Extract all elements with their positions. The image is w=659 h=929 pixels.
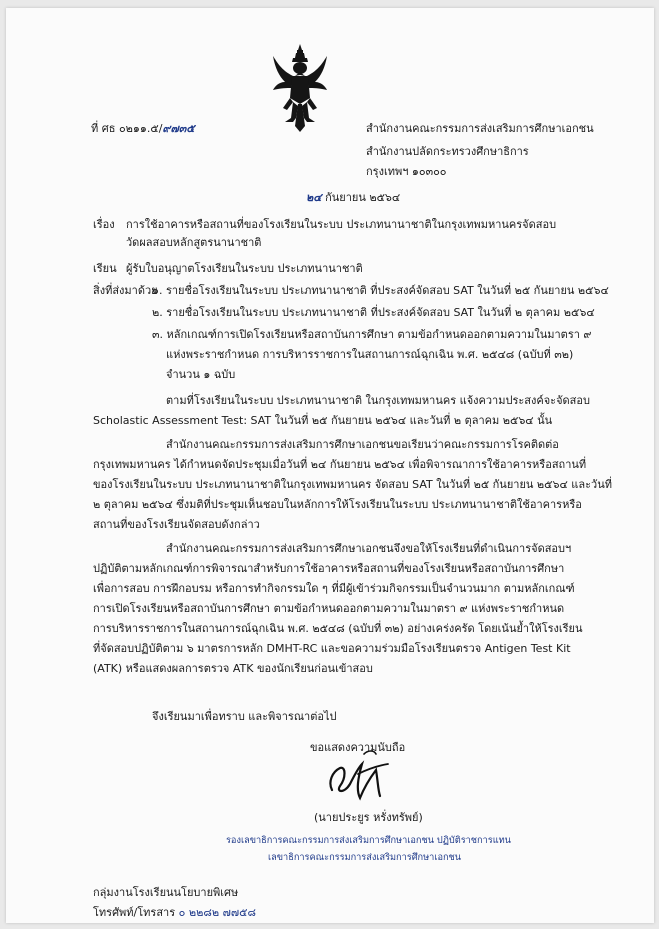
paragraph-3-line-7: (ATK) หรือแสดงผลการตรวจ ATK ของนักเรียนก่อนเข้าสอบ xyxy=(93,662,373,675)
enclosure-item-2: ๒. รายชื่อโรงเรียนในระบบ ประเภทนานาชาติ ที่ประสงค์จัดสอบ SAT ในวันที่ ๒ ตุลาคม ๒๕๖๔ xyxy=(152,306,595,319)
subject-label: เรื่อง xyxy=(93,218,115,231)
paragraph-3-line-5: การบริหารราชการในสถานการณ์ฉุกเฉิน พ.ศ. ๒๕๔๘ (ฉบับที่ ๓๒) อย่างเคร่งครัด โดยเน้นย้ำให้โรงเรียน xyxy=(93,622,583,635)
paragraph-2-line-4: ๒ ตุลาคม ๒๕๖๔ ซึ่งมติที่ประชุมเห็นชอบในหลักการให้โรงเรียนในระบบ ประเภทนานาชาติใช้อาคารหรือ xyxy=(93,498,582,511)
issuing-office-line-3: กรุงเทพฯ ๑๐๓๐๐ xyxy=(366,165,447,178)
subject-line-2: วัดผลสอบหลักสูตรนานาชาติ xyxy=(126,236,262,249)
issuing-office-line-1: สำนักงานคณะกรรมการส่งเสริมการศึกษาเอกชน xyxy=(366,122,594,135)
enclosure-item-3-cont-1: แห่งพระราชกำหนด การบริหารราชการในสถานการณ์ฉุกเฉิน พ.ศ. ๒๕๔๘ (ฉบับที่ ๓๒) xyxy=(166,348,574,361)
recipient-value: ผู้รับใบอนุญาตโรงเรียนในระบบ ประเภทนานาชาติ xyxy=(126,262,363,275)
signer-position-line-1: รองเลขาธิการคณะกรรมการส่งเสริมการศึกษาเอกชน ปฏิบัติราชการแทน xyxy=(226,835,511,846)
paragraph-3-line-6: ที่จัดสอบปฏิบัติตาม ๖ มาตรการหลัก DMHT-RC และขอความร่วมมือโรงเรียนตรวจ Antigen Test Kit xyxy=(93,642,571,655)
letter-date xyxy=(306,191,400,205)
issuing-office-line-2: สำนักงานปลัดกระทรวงศึกษาธิการ xyxy=(366,145,529,158)
date-day: ๒๔ xyxy=(306,191,322,204)
regards-text: ขอแสดงความนับถือ xyxy=(310,741,406,754)
phone-label: โทรศัพท์/โทรสาร xyxy=(93,906,179,919)
department-name: กลุ่มงานโรงเรียนนโยบายพิเศษ xyxy=(93,886,239,899)
signer-name: (นายประยูร หรั่งทรัพย์) xyxy=(314,811,423,824)
reference-handwritten-number: ๙๗๓๕ xyxy=(162,122,195,135)
signer-position-line-2: เลขาธิการคณะกรรมการส่งเสริมการศึกษาเอกชน xyxy=(268,852,462,863)
subject-line-1: การใช้อาคารหรือสถานที่ของโรงเรียนในระบบ ประเภทนานาชาติในกรุงเทพมหานครจัดสอบ xyxy=(126,218,557,231)
paragraph-3-line-2: ปฏิบัติตามหลักเกณฑ์การพิจารณาสำหรับการใช้อาคารหรือสถานที่ของโรงเรียนหรือสถาบันการศึกษา xyxy=(93,562,565,575)
reference-number xyxy=(91,122,195,136)
paragraph-3-line-4: การเปิดโรงเรียนหรือสถาบันการศึกษา ตามข้อกำหนดออกตามความในมาตรา ๙ แห่งพระราชกำหนด xyxy=(93,602,565,615)
enclosure-item-3: ๓. หลักเกณฑ์การเปิดโรงเรียนหรือสถาบันการศึกษา ตามข้อกำหนดออกตามความในมาตรา ๙ xyxy=(152,328,592,341)
date-month-year: กันยายน ๒๕๖๔ xyxy=(321,191,401,204)
garuda-emblem-icon xyxy=(271,42,329,134)
phone-number: ๐ ๒๒๘๒ ๗๗๕๘ xyxy=(178,906,256,919)
phone-fax xyxy=(93,906,256,920)
letter-page xyxy=(6,8,654,923)
paragraph-1-line-1: ตามที่โรงเรียนในระบบ ประเภทนานาชาติ ในกรุงเทพมหานคร แจ้งความประสงค์จะจัดสอบ xyxy=(166,394,590,407)
paragraph-2-line-5: สถานที่ของโรงเรียนจัดสอบดังกล่าว xyxy=(93,518,260,531)
closing-sentence: จึงเรียนมาเพื่อทราบ และพิจารณาต่อไป xyxy=(152,710,337,723)
paragraph-1-line-2: Scholastic Assessment Test: SAT ในวันที่ ๒๕ กันยายน ๒๕๖๔ และวันที่ ๒ ตุลาคม ๒๕๖๔ นั้น xyxy=(93,414,553,427)
paragraph-3-line-1: สำนักงานคณะกรรมการส่งเสริมการศึกษาเอกชนจึงขอให้โรงเรียนที่ดำเนินการจัดสอบฯ xyxy=(166,542,572,555)
enclosure-item-3-cont-2: จำนวน ๑ ฉบับ xyxy=(166,368,236,381)
handwritten-signature-icon xyxy=(318,744,396,808)
paragraph-2-line-3: ของโรงเรียนในระบบ ประเภทนานาชาติในกรุงเทพมหานคร จัดสอบ SAT ในวันที่ ๒๕ กันยายน ๒๕๖๔ และวันที่ xyxy=(93,478,612,491)
recipient-label: เรียน xyxy=(93,262,117,275)
enclosure-item-1: ๑. รายชื่อโรงเรียนในระบบ ประเภทนานาชาติ ที่ประสงค์จัดสอบ SAT ในวันที่ ๒๕ กันยายน ๒๕๖๔ xyxy=(152,284,609,297)
paragraph-2-line-2: กรุงเทพมหานคร ได้กำหนดจัดประชุมเมื่อวันที่ ๒๔ กันยายน ๒๕๖๔ เพื่อพิจารณาการใช้อาคารหรือสถานที่ xyxy=(93,458,587,471)
paragraph-3-line-3: เพื่อการสอบ การฝึกอบรม หรือการทำกิจกรรมใด ๆ ที่มีผู้เข้าร่วมกิจกรรมเป็นจำนวนมาก ตามหลักเกณฑ์ xyxy=(93,582,575,595)
paragraph-2-line-1: สำนักงานคณะกรรมการส่งเสริมการศึกษาเอกชนขอเรียนว่าคณะกรรมการโรคติดต่อ xyxy=(166,438,559,451)
enclosures-label: สิ่งที่ส่งมาด้วย xyxy=(93,284,158,297)
reference-label: ที่ ศธ ๐๒๑๑.๕/ xyxy=(91,122,163,135)
